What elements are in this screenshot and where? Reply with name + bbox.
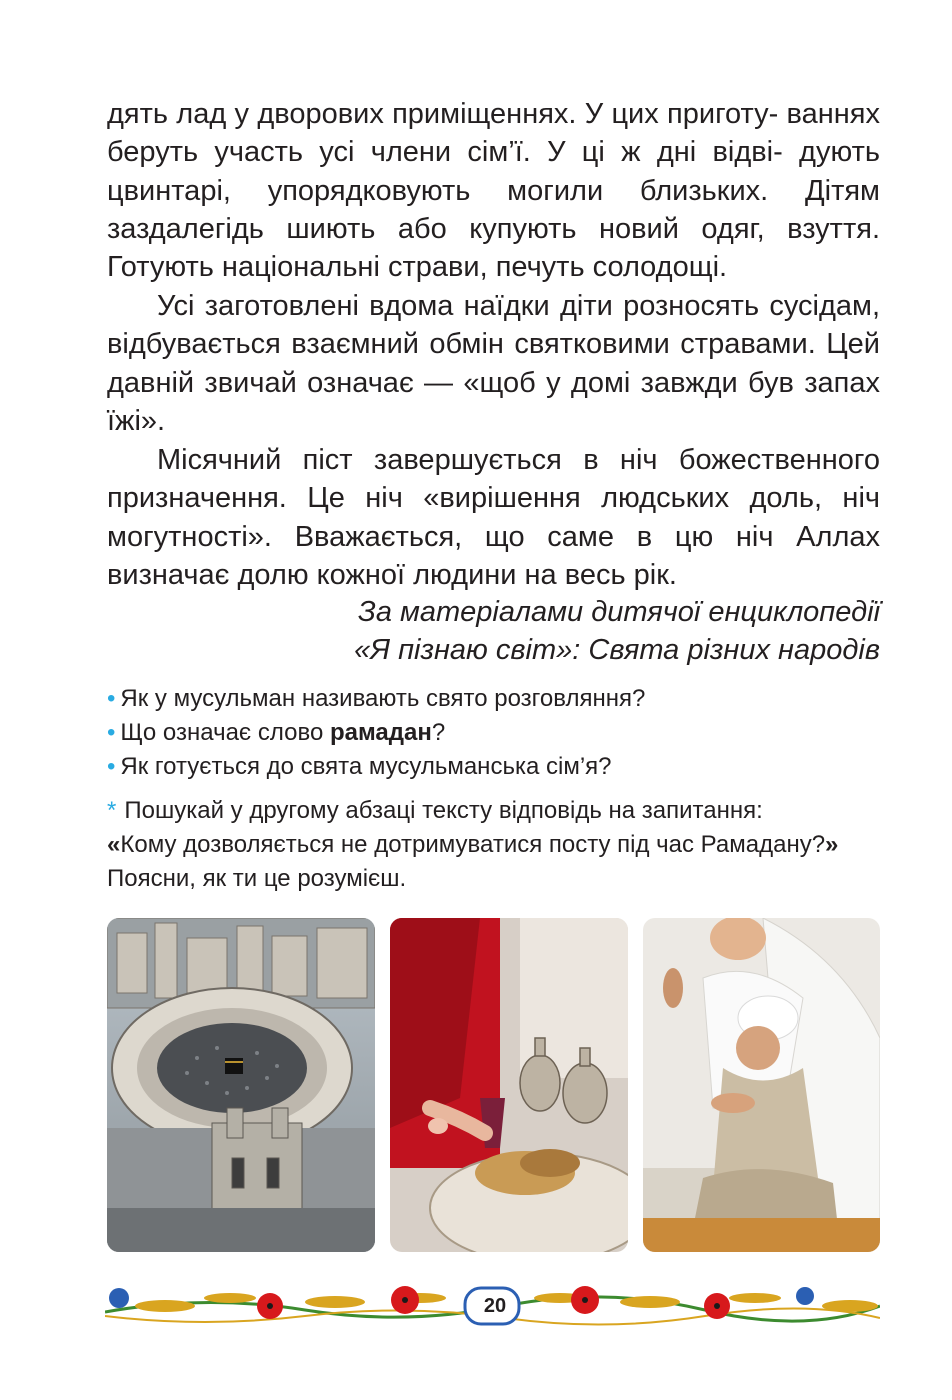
source-line-2: «Я пізнаю світ»: Свята різних народів bbox=[354, 634, 880, 666]
mosque-aerial-photo bbox=[107, 918, 375, 1252]
bullet-icon: • bbox=[107, 753, 116, 780]
question-3-text: Як готується до свята мусульманська сім’я? bbox=[120, 753, 612, 780]
question-2-text: Що означає слово bbox=[120, 719, 330, 746]
tea-and-sweets-photo bbox=[390, 918, 628, 1252]
page-number: 20 bbox=[483, 1295, 507, 1317]
paragraph-1 bbox=[107, 95, 880, 286]
source-line-1: За матеріалами дитячої енциклопедії bbox=[358, 596, 880, 628]
task-text-1: Пошукай у другому абзаці тексту відповідь на запитання: bbox=[124, 797, 763, 824]
task-text-2: Поясни, як ти це розумієш. bbox=[107, 865, 407, 892]
question-1-text: Як у мусульман називають свято розговляння? bbox=[120, 685, 646, 712]
paragraph-3 bbox=[107, 441, 880, 594]
task-block bbox=[107, 794, 897, 896]
task-line-2 bbox=[107, 828, 897, 896]
paragraph-2 bbox=[107, 287, 880, 440]
paragraph-2-text: Усі заготовлені вдома наїдки діти розносять сусідам, відбувається взаємний обмін святковими стравами. Цей давній звичай означає — «щоб у домі завжди був запах їжі». bbox=[107, 290, 880, 437]
paragraph-1-text: дять лад у дворових приміщеннях. У цих приготу- ваннях беруть участь усі члени сім’ї. У ці ж дні відві- дують цвинтарі, упорядковують могили близьких. Дітям заздалегідь шиють або купують новий одяг, взуття. Готують національні страви, печуть солодощі. bbox=[107, 98, 880, 284]
question-3 bbox=[107, 750, 897, 784]
bullet-icon: • bbox=[107, 719, 116, 746]
paragraph-3-text: Місячний піст завершується в ніч божественного призначення. Це ніч «вирішення людських доль, ніч могутності». Вважається, що саме в цю ніч Аллах визначає долю кожної людини на весь рік. bbox=[107, 444, 880, 591]
question-2-bold-word: рамадан bbox=[329, 719, 432, 746]
questions-list bbox=[107, 682, 897, 784]
question-2-end: ? bbox=[431, 719, 446, 746]
question-1 bbox=[107, 682, 897, 716]
task-question: Кому дозволяється не дотримуватися посту під час Рамадану? bbox=[120, 831, 826, 858]
quote-open: « bbox=[107, 831, 121, 858]
question-2 bbox=[107, 716, 897, 750]
bullet-icon: • bbox=[107, 685, 116, 712]
task-line-1 bbox=[107, 794, 897, 828]
asterisk-icon: * bbox=[107, 797, 117, 824]
praying-father-son-photo bbox=[643, 918, 880, 1252]
quote-close: » bbox=[825, 831, 839, 858]
